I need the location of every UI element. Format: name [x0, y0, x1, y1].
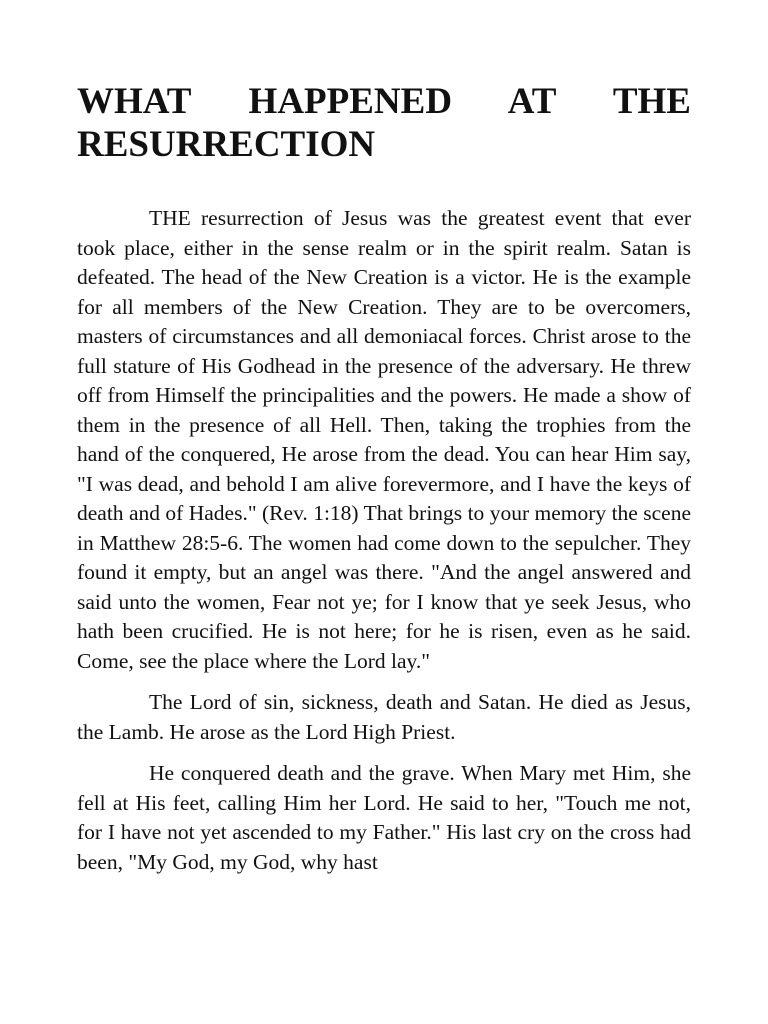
- paragraph-3: He conquered death and the grave. When Mary met Him, she fell at His feet, calling Him her Lord. He said to her, "Touch me not, for I have not yet ascended to my Father." His last cry on the cross had been, "My God, my God, why hast: [77, 761, 691, 874]
- paragraph-2: The Lord of sin, sickness, death and Satan. He died as Jesus, the Lamb. He arose as the Lord High Priest.: [77, 690, 691, 744]
- document-body: [77, 80, 691, 877]
- chapter-title: WHAT HAPPENED AT THE RESURRECTION: [77, 81, 691, 165]
- paragraph-1: THE resurrection of Jesus was the greatest event that ever took place, either in the sense realm or in the spirit realm. Satan is defeated. The head of the New Creation is a victor. He is the example for all members of the New Creation. They are to be overcomers, masters of circumstances and all demoniacal forces. Christ arose to the full stature of His Godhead in the presence of the adversary. He threw off from Himself the principalities and the powers. He made a show of them in the presence of all Hell. Then, taking the trophies from the hand of the conquered, He arose from the dead. You can hear Him say, "I was dead, and behold I am alive forevermore, and I have the keys of death and of Hades." (Rev. 1:18) That brings to your memory the scene in Matthew 28:5-6. The women had come down to the sepulcher. They found it empty, but an angel was there. "And the angel answered and said unto the women, Fear not ye; for I know that ye seek Jesus, who hath been crucified. He is not here; for he is risen, even as he said. Come, see the place where the Lord lay.": [77, 206, 691, 673]
